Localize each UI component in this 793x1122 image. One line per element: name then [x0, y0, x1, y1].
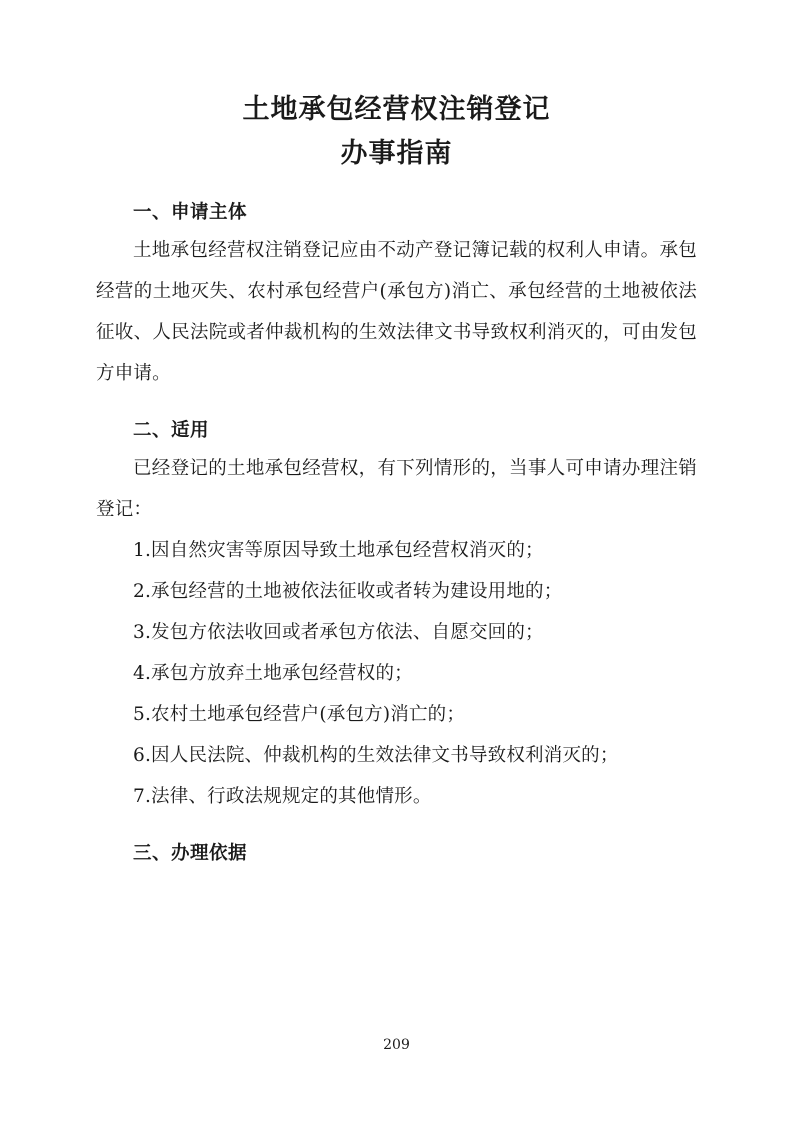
list-item: 4.承包方放弃土地承包经营权的； [133, 663, 413, 684]
section-heading: 三、办理依据 [133, 843, 248, 864]
page-title-line-1: 土地承包经营权注销登记 [242, 94, 551, 125]
list-item: 2.承包经营的土地被依法征收或者转为建设用地的； [133, 581, 563, 602]
section-paragraph: 已经登记的土地承包经营权，有下列情形的，当事人可申请办理注销登记： [96, 458, 697, 520]
section-applicability [96, 414, 697, 817]
section-heading: 二、适用 [133, 420, 210, 441]
section-basis [96, 837, 697, 871]
list-item: 6.因人民法院、仲裁机构的生效法律文书导致权利消灭的； [133, 745, 619, 766]
list-item: 1.因自然灾害等原因导致土地承包经营权消灭的； [133, 540, 544, 561]
page-number: 209 [383, 1037, 410, 1053]
list-item: 7.法律、行政法规规定的其他情形。 [133, 786, 432, 807]
page-title [96, 88, 697, 176]
list-item: 3.发包方依法收回或者承包方依法、自愿交回的； [133, 622, 544, 643]
section-applicant [96, 196, 697, 394]
section-paragraph: 土地承包经营权注销登记应由不动产登记簿记载的权利人申请。承包经营的土地灭失、农村承包经营户(承包方)消亡、承包经营的土地被依法征收、人民法院或者仲裁机构的生效法律文书导致权利消灭的，可由发包方申请。 [96, 240, 697, 384]
page-title-line-2: 办事指南 [340, 138, 453, 169]
section-heading: 一、申请主体 [133, 202, 248, 223]
list-item: 5.农村土地承包经营户(承包方)消亡的； [133, 704, 466, 725]
